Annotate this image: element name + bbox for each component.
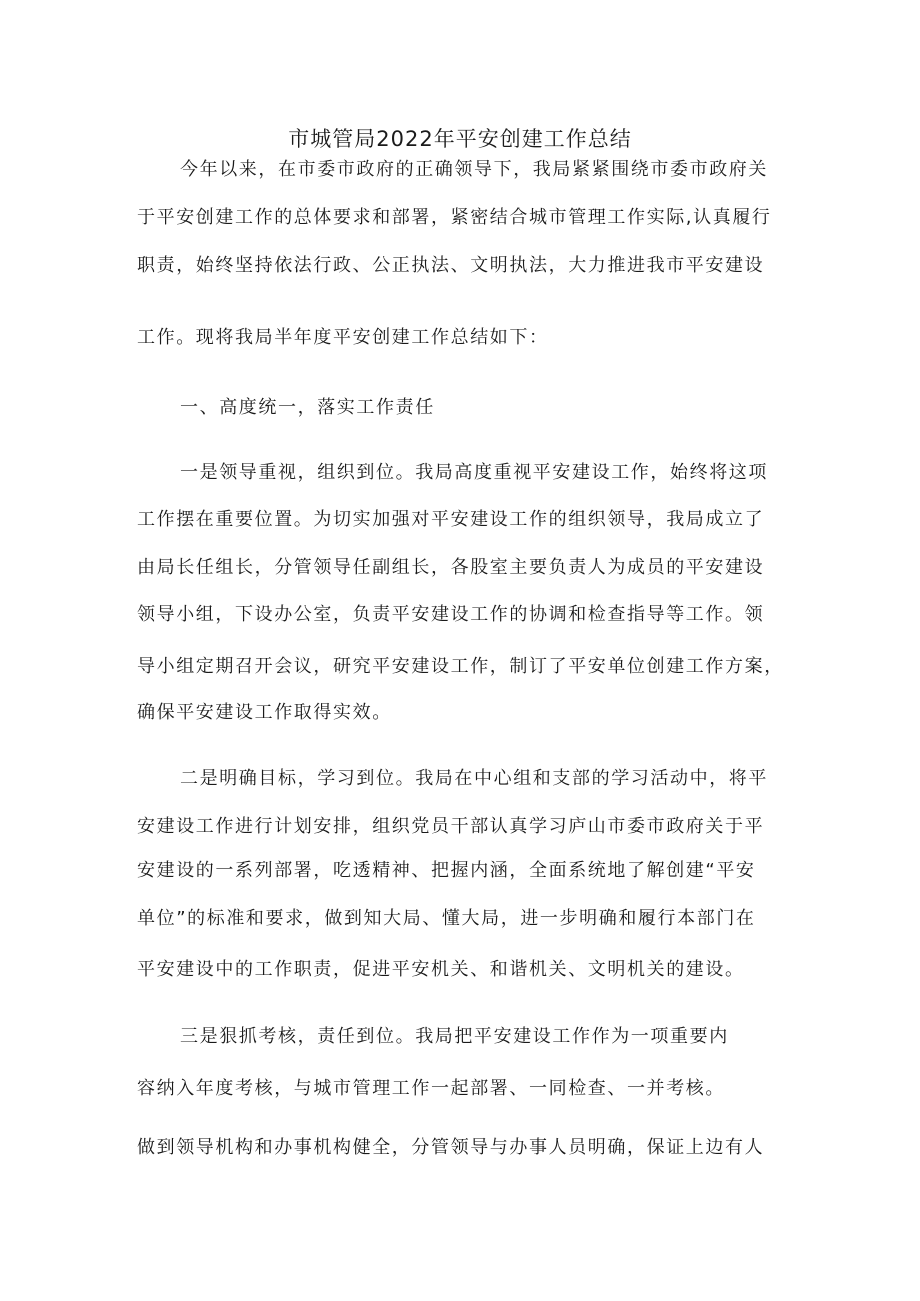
paragraph-5-line-1: 做到领导机构和办事机构健全，分管领导与办事人员明确，保证上边有人: [137, 1137, 765, 1158]
paragraph-2-line-5: 导小组定期召开会议，研究平安建设工作，制订了平安单位创建工作方案，: [137, 656, 784, 677]
paragraph-2-line-2: 工作摆在重要位置。为切实加强对平安建设工作的组织领导，我局成立了: [137, 509, 765, 530]
paragraph-3-line-5: 平安建设中的工作职责，促进平安机关、和谐机关、文明机关的建设。: [137, 959, 745, 980]
paragraph-4-line-1: 三是狠抓考核，责任到位。我局把平安建设工作作为一项重要内: [180, 1026, 729, 1047]
paragraph-1-line-2: 于平安创建工作的总体要求和部署，紧密结合城市管理工作实际,认真履行: [137, 207, 772, 228]
paragraph-2-line-4: 领导小组，下设办公室，负责平安建设工作的协调和检查指导等工作。领: [137, 604, 765, 625]
document-title: 市城管局2022年平安创建工作总结: [288, 127, 632, 151]
section-heading-1: 一、高度统一，落实工作责任: [180, 397, 435, 418]
paragraph-1-line-4: 工作。现将我局半年度平安创建工作总结如下：: [137, 327, 549, 348]
paragraph-4-line-2: 容纳入年度考核，与城市管理工作一起部署、一同检查、一并考核。: [137, 1078, 725, 1099]
paragraph-2-line-6: 确保平安建设工作取得实效。: [137, 702, 392, 723]
paragraph-1-line-1: 今年以来，在市委市政府的正确领导下，我局紧紧围绕市委市政府关: [180, 159, 768, 180]
paragraph-2-line-1: 一是领导重视，组织到位。我局高度重视平安建设工作，始终将这项: [180, 462, 768, 483]
paragraph-3-line-1: 二是明确目标，学习到位。我局在中心组和支部的学习活动中，将平: [180, 768, 768, 789]
paragraph-3-line-3: 安建设的一系列部署，吃透精神、把握内涵，全面系统地了解创建“平安: [137, 860, 756, 881]
paragraph-2-line-3: 由局长任组长，分管领导任副组长，各股室主要负责人为成员的平安建设: [137, 557, 765, 578]
paragraph-1-line-3: 职责，始终坚持依法行政、公正执法、文明执法，大力推进我市平安建设: [137, 255, 765, 276]
paragraph-3-line-4: 单位”的标准和要求，做到知大局、懂大局，进一步明确和履行本部门在: [137, 908, 756, 929]
paragraph-3-line-2: 安建设工作进行计划安排，组织党员干部认真学习庐山市委市政府关于平: [137, 816, 765, 837]
